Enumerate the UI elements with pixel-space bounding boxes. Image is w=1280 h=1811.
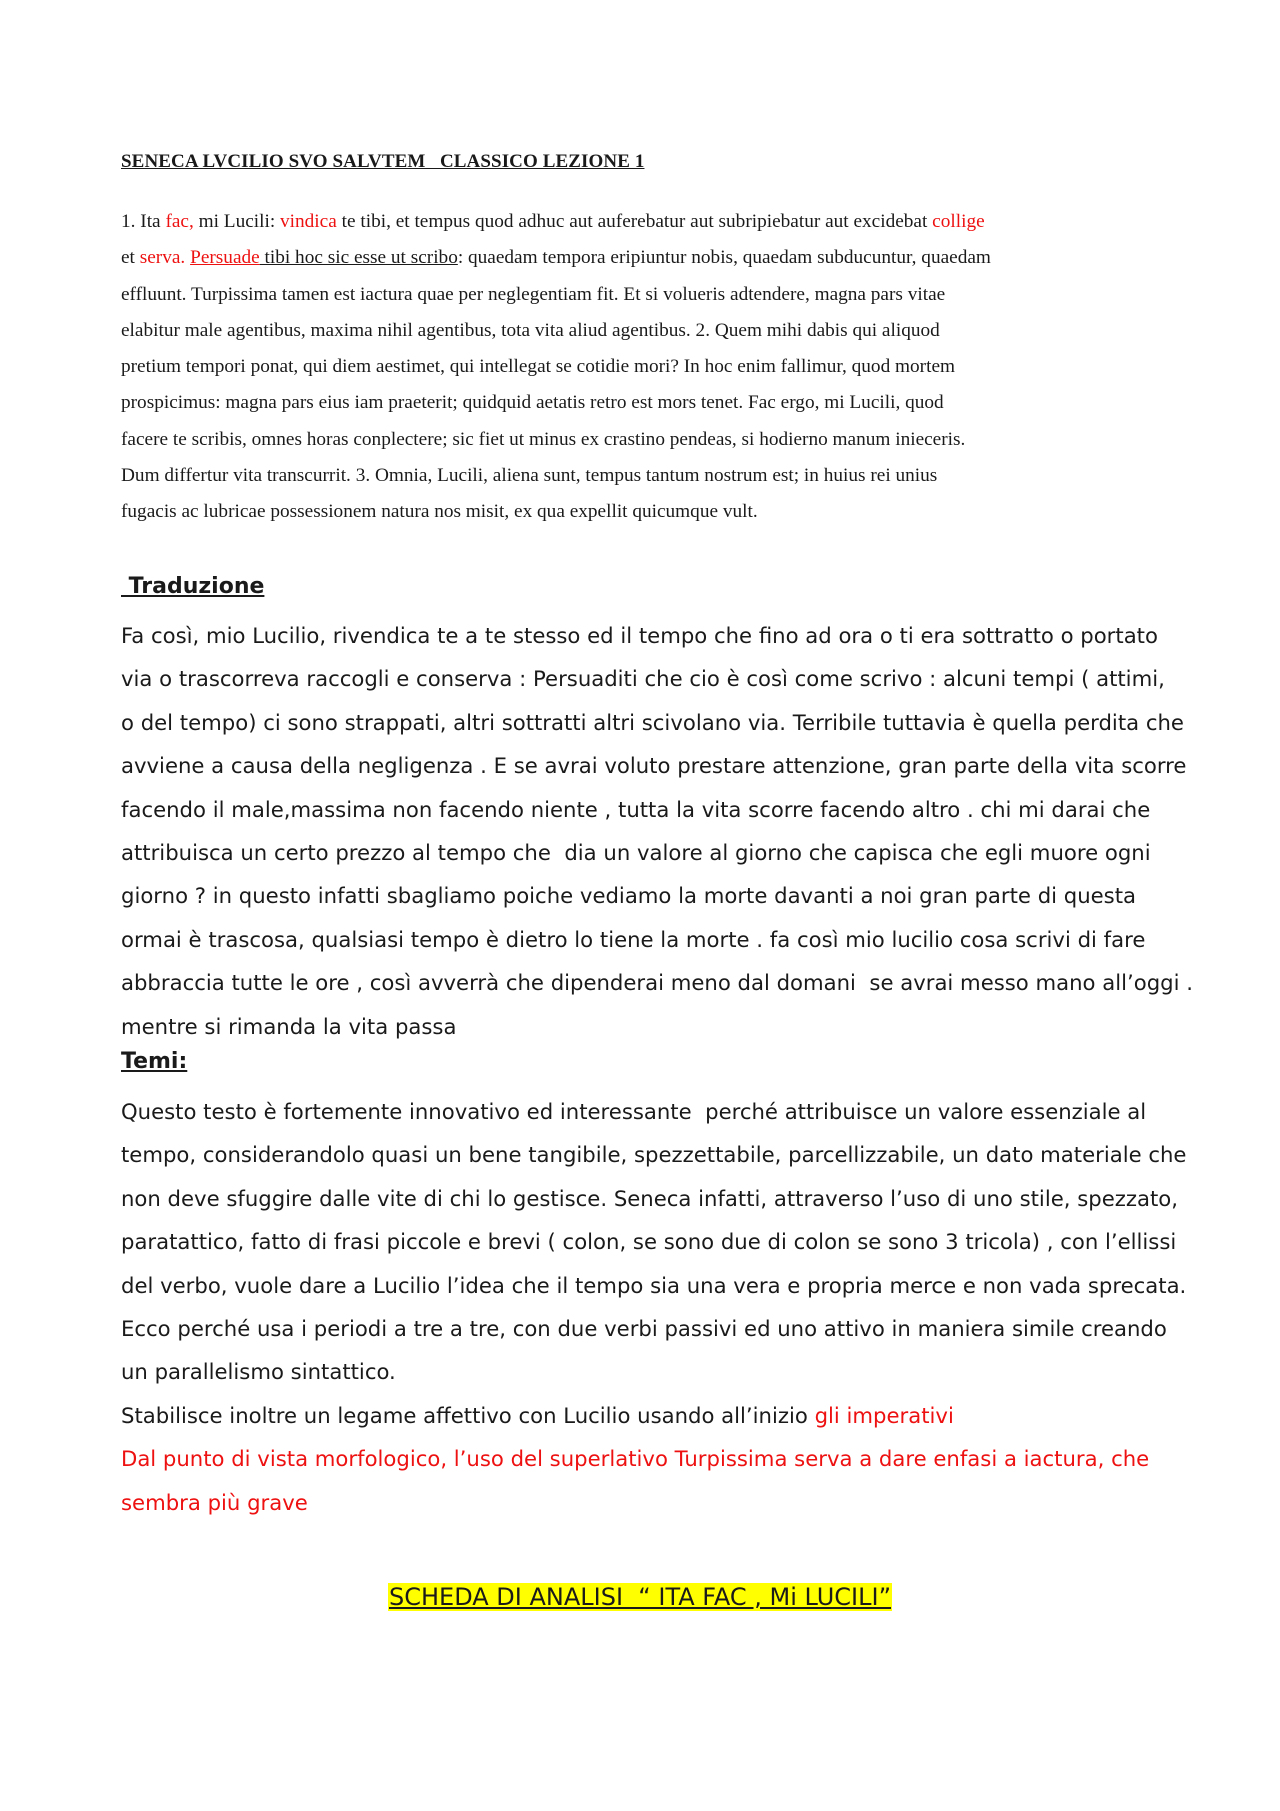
latin-text-block: [121, 204, 1151, 531]
themes-line: [121, 1350, 1171, 1393]
themes-heading: Temi:: [121, 1049, 188, 1074]
red-text-run: collige: [932, 211, 985, 232]
themes-line: [121, 1437, 1171, 1480]
red-text-run: sembra più grave: [121, 1489, 308, 1515]
translation-line: mentre si rimanda la vita passa: [121, 1013, 457, 1039]
latin-line: [121, 240, 1151, 276]
translation-line: ormai è trascosa, qualsiasi tempo è dietro lo tiene la morte . fa così mio lucilio cosa scrivi di fare: [121, 926, 1146, 952]
red-underlined-text-run: Persuade: [190, 247, 260, 269]
themes-line: [121, 1220, 1177, 1263]
text-run: tempo, considerandolo quasi un bene tangibile, spezzettabile, parcellizzabile, un dato materiale che: [121, 1142, 1187, 1168]
text-run: un parallelismo sintattico.: [121, 1359, 396, 1385]
analysis-title-text: SCHEDA DI ANALISI “ ITA FAC , Mi LUCILI”: [389, 1583, 891, 1611]
latin-line: [121, 313, 1151, 349]
latin-line: [121, 458, 1151, 494]
text-run: paratattico, fatto di frasi piccole e brevi ( colon, se sono due di colon se sono 3 tricola) , con l’ellissi: [121, 1229, 1177, 1255]
latin-line: [121, 385, 1151, 421]
text-run: te tibi, et tempus quod adhuc aut auferebatur aut subripiebatur aut excidebat: [336, 211, 933, 232]
text-run: Dum differtur vita transcurrit. 3. Omnia, Lucili, aliena sunt, tempus tantum nostrum est; in huius rei unius: [121, 465, 938, 487]
themes-line: [121, 1307, 1171, 1350]
text-run: prospicimus: magna pars eius iam praeterit; quidquid aetatis retro est mors tenet. Fac ergo, mi Lucili, quod: [121, 392, 944, 414]
themes-line: [121, 1394, 1171, 1437]
latin-line: [121, 277, 1151, 313]
translation-line: Fa così, mio Lucilio, rivendica te a te stesso ed il tempo che fino ad ora o ti era sottratto o portato: [121, 623, 1158, 648]
text-run: facere te scribis, omnes horas conplectere; sic fiet ut minus ex crastino pendeas, si hodierno manum inieceris.: [121, 428, 966, 450]
latin-line: [121, 349, 1151, 385]
text-run: Stabilisce inoltre un legame affettivo con Lucilio usando all’inizio: [121, 1402, 815, 1428]
translation-line: avviene a causa della negligenza . E se avrai voluto prestare attenzione, gran parte della vita scorre: [121, 753, 1187, 779]
text-run: Ecco perché usa i periodi a tre a tre, con due verbi passivi ed uno attivo in maniera simile creando: [121, 1315, 1167, 1341]
text-run: pretium tempori ponat, qui diem aestimet, qui intellegat se cotidie mori? In hoc enim fallimur, quod mortem: [121, 356, 956, 378]
themes-text-block: [121, 1090, 1187, 1524]
text-run: elabitur male agentibus, maxima nihil agentibus, tota vita aliud agentibus. 2. Quem mihi dabis qui aliquod: [121, 319, 940, 341]
themes-line: [121, 1133, 1187, 1176]
latin-line: [121, 204, 1151, 240]
red-text-run: vindica: [280, 211, 337, 232]
red-text-run: Dal punto di vista morfologico, l’uso del superlativo Turpissima serva a dare enfasi a iactura, che: [121, 1446, 1150, 1472]
text-run: : quaedam tempora eripiuntur nobis, quaedam subducuntur, quaedam: [457, 247, 991, 269]
red-text-run: serva.: [139, 247, 186, 269]
translation-line: giorno ? in questo infatti sbagliamo poiche vediamo la morte davanti a noi gran parte di questa: [121, 883, 1137, 909]
text-run: non deve sfuggire dalle vite di chi lo gestisce. Seneca infatti, attraverso l’uso di uno stile, spezzato,: [121, 1185, 1178, 1211]
text-run: mi Lucili:: [193, 211, 281, 232]
text-run: del verbo, vuole dare a Lucilio l’idea che il tempo sia una vera e propria merce e non vada sprecata.: [121, 1272, 1187, 1298]
underlined-text-run: tibi hoc sic esse ut scribo: [259, 247, 458, 269]
red-text-run: gli imperativi: [814, 1402, 954, 1428]
themes-line: [121, 1481, 1171, 1524]
latin-line: [121, 494, 1151, 530]
latin-line: [121, 422, 1151, 458]
themes-line: [121, 1264, 1187, 1307]
text-run: effluunt. Turpissima tamen est iactura quae per neglegentiam fit. Et si volueris adtendere, magna pars vitae: [121, 283, 946, 305]
themes-line: [121, 1090, 1171, 1133]
themes-line: [121, 1177, 1178, 1220]
text-run: et: [121, 247, 140, 269]
translation-line: facendo il male,massima non facendo niente , tutta la vita scorre facendo altro . chi mi darai che: [121, 796, 1151, 822]
analysis-sheet-title: [0, 1583, 1280, 1611]
text-run: 1. Ita: [121, 211, 166, 232]
red-text-run: fac,: [165, 211, 194, 232]
translation-heading: Traduzione: [121, 574, 265, 599]
translation-line: o del tempo) ci sono strappati, altri sottratti altri scivolano via. Terribile tuttavia è quella perdita che: [121, 709, 1184, 735]
text-run: Questo testo è fortemente innovativo ed interessante perché attribuisce un valore essenziale al: [121, 1099, 1147, 1124]
text-run: fugacis ac lubricae possessionem natura nos misit, ex qua expellit quicumque vult.: [121, 501, 758, 523]
translation-line: via o trascorreva raccogli e conserva : Persuaditi che cio è così come scrivo : alcuni tempi ( attimi,: [121, 666, 1165, 692]
translation-line: abbraccia tutte le ore , così avverrà che dipenderai meno dal domani se avrai messo mano all’oggi .: [121, 970, 1193, 996]
translation-line: attribuisca un certo prezzo al tempo che dia un valore al giorno che capisca che egli muore ogni: [121, 839, 1151, 865]
translation-text-block: [121, 614, 1193, 1048]
document-title: SENECA LVCILIO SVO SALVTEM CLASSICO LEZIONE 1: [121, 151, 645, 172]
